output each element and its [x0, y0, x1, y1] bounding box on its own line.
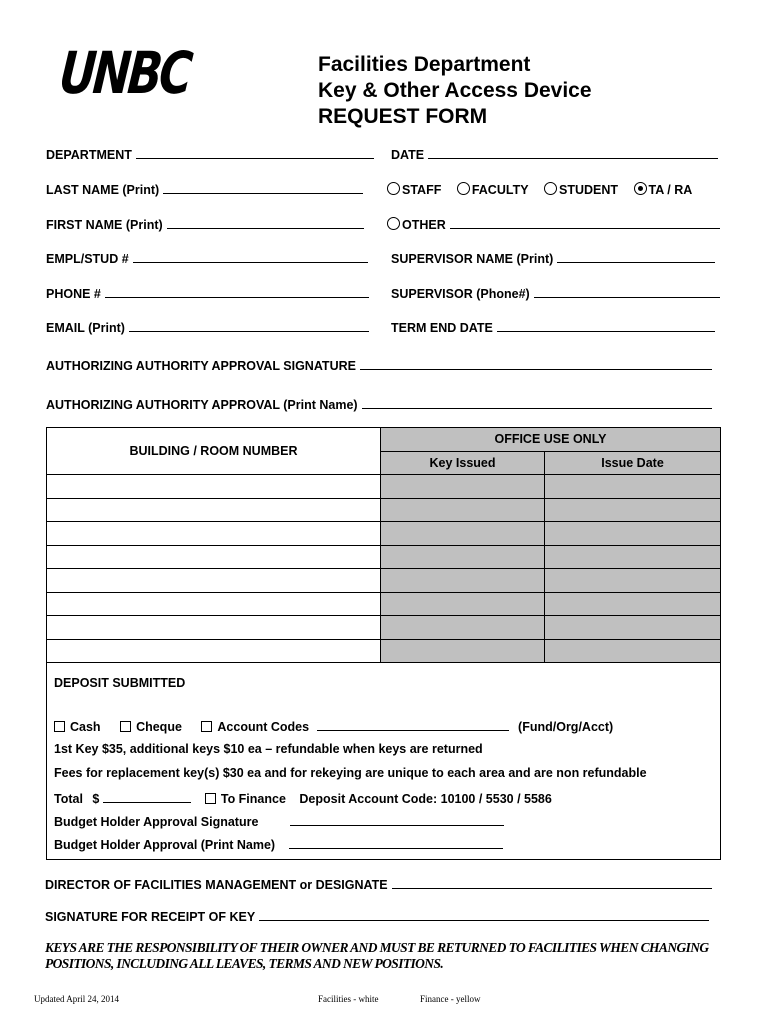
key-cost-text: 1st Key $35, additional keys $10 ea – refundable when keys are returned [54, 742, 483, 756]
auth-signature-input[interactable] [360, 358, 712, 370]
fund-org-acct-label: (Fund/Org/Acct) [518, 720, 614, 734]
term-end-label: TERM END DATE [391, 321, 493, 335]
auth-print-label: AUTHORIZING AUTHORITY APPROVAL (Print Name) [46, 398, 358, 412]
payment-methods [54, 719, 613, 734]
account-codes-label: Account Codes [217, 720, 310, 734]
ta-ra-label: TA / RA [648, 183, 693, 197]
title-line-3: REQUEST FORM [318, 105, 488, 128]
term-end-field [391, 320, 715, 335]
key-issued-cell [381, 545, 545, 569]
to-finance-checkbox[interactable] [205, 793, 216, 804]
building-room-cell[interactable] [47, 639, 381, 663]
total-input[interactable] [103, 791, 191, 803]
copy-white: Facilities - white [318, 994, 379, 1004]
building-room-cell[interactable] [47, 569, 381, 593]
supervisor-name-label: SUPERVISOR NAME (Print) [391, 252, 554, 266]
other-label: OTHER [402, 218, 446, 232]
auth-signature-field [46, 358, 712, 373]
supervisor-phone-field [391, 286, 720, 301]
deposit-account-code: Deposit Account Code: 10100 / 5530 / 5586 [299, 792, 552, 806]
key-issued-cell [381, 616, 545, 640]
total-row [54, 791, 552, 806]
cheque-checkbox[interactable] [120, 721, 131, 732]
empl-stud-field [46, 251, 368, 266]
unbc-logo: UNBC [56, 39, 193, 107]
issue-date-cell [545, 522, 721, 546]
title-line-1: Facilities Department [318, 53, 531, 76]
key-issued-cell [381, 639, 545, 663]
deposit-section [46, 660, 721, 860]
account-codes-checkbox[interactable] [201, 721, 212, 732]
phone-field [46, 286, 369, 301]
department-input[interactable] [136, 147, 374, 159]
fees-text: Fees for replacement key(s) $30 ea and for rekeying are unique to each area and are non refundable [54, 766, 647, 780]
last-name-field [46, 182, 363, 197]
table-row [47, 475, 721, 499]
issue-date-cell [545, 616, 721, 640]
empl-stud-label: EMPL/STUD # [46, 252, 129, 266]
director-label: DIRECTOR OF FACILITIES MANAGEMENT or DESIGNATE [45, 878, 388, 892]
key-issued-header: Key Issued [381, 451, 545, 475]
supervisor-name-input[interactable] [557, 251, 715, 263]
table-row [47, 592, 721, 616]
key-issued-cell [381, 569, 545, 593]
budget-print-label: Budget Holder Approval (Print Name) [54, 838, 276, 852]
budget-signature-field [54, 814, 504, 829]
account-codes-input[interactable] [317, 719, 509, 731]
date-field [391, 147, 718, 162]
staff-label: STAFF [402, 183, 442, 197]
receipt-input[interactable] [259, 909, 709, 921]
building-room-cell[interactable] [47, 522, 381, 546]
cheque-option[interactable] [120, 720, 182, 734]
key-issued-cell [381, 475, 545, 499]
total-label: Total [54, 792, 83, 806]
last-name-label: LAST NAME (Print) [46, 183, 160, 197]
building-room-header: BUILDING / ROOM NUMBER [47, 428, 381, 475]
phone-label: PHONE # [46, 287, 101, 301]
responsibility-notice: KEYS ARE THE RESPONSIBILITY OF THEIR OWNER AND MUST BE RETURNED TO FACILITIES WHEN CHANGING POSITIONS, INCLUDING ALL LEAVES, TERMS AND NEW POSITIONS. [45, 940, 709, 971]
title-line-2: Key & Other Access Device [318, 79, 592, 102]
key-issued-cell [381, 522, 545, 546]
issue-date-header: Issue Date [545, 451, 721, 475]
other-field [387, 217, 720, 232]
staff-radio[interactable] [387, 182, 400, 195]
auth-signature-label: AUTHORIZING AUTHORITY APPROVAL SIGNATURE [46, 359, 356, 373]
supervisor-phone-input[interactable] [534, 286, 720, 298]
building-room-cell[interactable] [47, 545, 381, 569]
date-input[interactable] [428, 147, 718, 159]
student-radio[interactable] [544, 182, 557, 195]
option-faculty[interactable] [457, 183, 529, 197]
option-staff[interactable] [387, 183, 441, 197]
director-field [45, 877, 712, 892]
table-row [47, 498, 721, 522]
email-field [46, 320, 369, 335]
receipt-label: SIGNATURE FOR RECEIPT OF KEY [45, 910, 256, 924]
issue-date-cell [545, 475, 721, 499]
term-end-input[interactable] [497, 320, 715, 332]
dollar-sign: $ [92, 792, 100, 806]
deposit-title: DEPOSIT SUBMITTED [54, 676, 186, 690]
building-room-cell[interactable] [47, 498, 381, 522]
account-codes-option[interactable] [201, 720, 309, 734]
budget-print-input[interactable] [289, 837, 503, 849]
key-issued-cell [381, 592, 545, 616]
option-student[interactable] [544, 183, 618, 197]
option-ta-ra[interactable] [634, 183, 693, 197]
last-name-input[interactable] [163, 182, 363, 194]
faculty-radio[interactable] [457, 182, 470, 195]
faculty-label: FACULTY [471, 183, 529, 197]
budget-signature-input[interactable] [290, 814, 504, 826]
table-row [47, 545, 721, 569]
key-table [46, 427, 721, 663]
first-name-field [46, 217, 364, 232]
first-name-label: FIRST NAME (Print) [46, 218, 163, 232]
email-input[interactable] [129, 320, 369, 332]
to-finance-option[interactable] [205, 792, 286, 806]
student-label: STUDENT [559, 183, 619, 197]
auth-print-input[interactable] [362, 397, 712, 409]
department-label: DEPARTMENT [46, 148, 132, 162]
first-name-input[interactable] [167, 217, 364, 229]
form-title [318, 52, 592, 130]
department-field [46, 147, 374, 162]
issue-date-cell [545, 569, 721, 593]
supervisor-phone-label: SUPERVISOR (Phone#) [391, 287, 530, 301]
issue-date-cell [545, 639, 721, 663]
table-row [47, 569, 721, 593]
empl-stud-input[interactable] [133, 251, 368, 263]
updated-date: Updated April 24, 2014 [34, 994, 119, 1004]
ta-ra-radio[interactable] [634, 182, 647, 195]
table-row [47, 522, 721, 546]
supervisor-name-field [391, 251, 715, 266]
building-room-cell[interactable] [47, 592, 381, 616]
budget-signature-label: Budget Holder Approval Signature [54, 815, 259, 829]
cash-checkbox[interactable] [54, 721, 65, 732]
issue-date-cell [545, 592, 721, 616]
copy-yellow: Finance - yellow [420, 994, 481, 1004]
cheque-label: Cheque [136, 720, 182, 734]
table-row [47, 639, 721, 663]
cash-label: Cash [70, 720, 101, 734]
receipt-field [45, 909, 709, 924]
email-label: EMAIL (Print) [46, 321, 125, 335]
cash-option[interactable] [54, 720, 101, 734]
date-label: DATE [391, 148, 425, 162]
to-finance-label: To Finance [220, 792, 286, 806]
building-room-cell[interactable] [47, 475, 381, 499]
auth-print-field [46, 397, 712, 412]
phone-input[interactable] [105, 286, 369, 298]
director-input[interactable] [392, 877, 712, 889]
key-issued-cell [381, 498, 545, 522]
budget-print-field [54, 837, 503, 852]
issue-date-cell [545, 545, 721, 569]
issue-date-cell [545, 498, 721, 522]
role-options [387, 182, 704, 197]
other-radio[interactable] [387, 217, 400, 230]
office-use-header: OFFICE USE ONLY [381, 428, 721, 452]
table-row [47, 616, 721, 640]
building-room-cell[interactable] [47, 616, 381, 640]
other-input[interactable] [450, 217, 720, 229]
